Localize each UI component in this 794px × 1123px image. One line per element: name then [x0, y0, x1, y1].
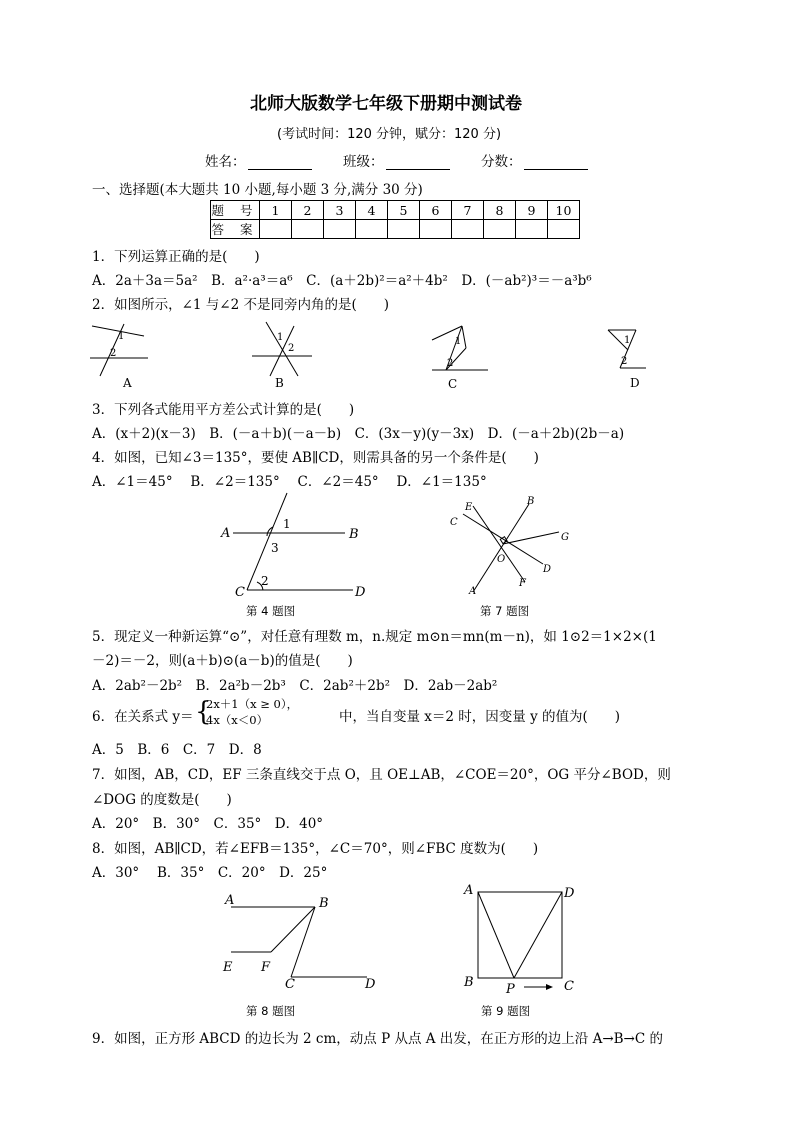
figure-7-caption: 第 7 题图	[480, 604, 530, 618]
figure-8-label-e: E	[223, 960, 233, 975]
figure-2a-angle-1: 1	[118, 331, 125, 342]
class-label: 班级：	[343, 154, 384, 170]
figure-9-label-c: C	[564, 979, 574, 994]
figure-2c-angle-2: 2	[447, 358, 454, 369]
question-8-stem: 8．如图，AB∥CD，若∠EFB＝135°，∠C＝70°，则∠FBC 度数为( )	[92, 841, 539, 857]
answer-cell[interactable]	[388, 220, 420, 239]
question-3-options: A．(x＋2)(x－3) B．(－a＋b)(－a－b) C．(3x－y)(y－3x) D．(－a＋2b)(2b－a)	[92, 426, 625, 442]
figure-4-label-d: D	[355, 585, 366, 598]
figure-2d-angle-2: 2	[621, 356, 628, 367]
answer-cell[interactable]	[324, 220, 356, 239]
figure-2d-label: D	[630, 376, 640, 390]
question-9-line-1: 9．如图，正方形 ABCD 的边长为 2 cm，动点 P 从点 A 出发，在正方形的边上沿 A→B→C 的	[92, 1031, 663, 1047]
figure-9-caption: 第 9 题图	[481, 1004, 531, 1018]
answer-cell[interactable]	[484, 220, 516, 239]
figure-4-label-a: A	[221, 526, 231, 541]
question-4-stem: 4．如图，已知∠3＝135°，要使 AB∥CD，则需具备的另一个条件是( )	[92, 450, 539, 466]
name-field	[205, 150, 312, 170]
question-4-options: A．∠1＝45° B．∠2＝135° C．∠2＝45° D．∠1＝135°	[92, 474, 487, 490]
figure-8-label-a: A	[225, 893, 235, 908]
answer-cell[interactable]	[548, 220, 580, 239]
figure-7-label-c: C	[450, 517, 458, 528]
table-cell: 9	[516, 201, 548, 220]
figure-2b-angle-1: 1	[277, 332, 284, 343]
table-cell: 6	[420, 201, 452, 220]
figure-2b-label: B	[275, 376, 284, 390]
figure-8-label-b: B	[319, 896, 329, 911]
question-2-stem: 2．如图所示，∠1 与∠2 不是同旁内角的是( )	[92, 297, 390, 313]
question-7-options: A．20° B．30° C．35° D．40°	[92, 816, 324, 832]
section-heading: 一、选择题(本大题共 10 小题,每小题 3 分,满分 30 分)	[92, 182, 423, 198]
table-cell: 7	[452, 201, 484, 220]
figure-2b-angle-2: 2	[288, 343, 295, 354]
figure-2c-angle-1: 1	[455, 336, 462, 347]
table-cell: 3	[324, 201, 356, 220]
table-cell: 4	[356, 201, 388, 220]
figure-7-label-o: O	[497, 554, 506, 565]
figure-8	[215, 890, 385, 992]
figure-4	[215, 490, 375, 598]
answer-cell[interactable]	[452, 220, 484, 239]
figure-2b	[252, 322, 312, 376]
figure-8-label-c: C	[285, 977, 295, 992]
figure-8-label-f: F	[261, 960, 271, 975]
exam-info: (考试时间：120 分钟，赋分：120 分)	[277, 127, 502, 142]
question-3-stem: 3．下列各式能用平方差公式计算的是( )	[92, 402, 355, 418]
figure-7-label-b: B	[527, 496, 535, 507]
figure-4-angle-3: 3	[271, 541, 279, 555]
class-blank	[386, 156, 450, 170]
answer-cell[interactable]	[516, 220, 548, 239]
question-7-line-2: ∠DOG 的度数是( )	[92, 792, 232, 808]
answer-cell[interactable]	[420, 220, 452, 239]
figure-7	[445, 492, 575, 596]
figure-2a-angle-2: 2	[110, 348, 117, 359]
score-blank	[524, 156, 588, 170]
name-blank	[248, 156, 312, 170]
piecewise-case-2: 4x（x＜0）	[206, 713, 269, 727]
figure-4-caption: 第 4 题图	[246, 604, 296, 618]
question-6-options: A．5 B．6 C．7 D．8	[92, 742, 262, 758]
question-5-options: A．2ab²－2b² B．2a²b－2b³ C．2ab²＋2b² D．2ab－2ab²	[92, 678, 498, 694]
figure-9-label-d: D	[564, 886, 575, 901]
figure-9-label-a: A	[464, 883, 474, 898]
figure-2d-angle-1: 1	[624, 335, 631, 346]
table-cell: 2	[292, 201, 324, 220]
table-cell: 5	[388, 201, 420, 220]
name-label: 姓名：	[205, 154, 246, 170]
figure-4-angle-2: 2	[261, 574, 269, 588]
answer-cell[interactable]	[356, 220, 388, 239]
class-field	[343, 150, 450, 170]
figure-9-label-b: B	[464, 975, 474, 990]
piecewise-case-1: 2x＋1（x ≥ 0），	[206, 697, 299, 711]
answer-table	[210, 200, 580, 239]
figure-9-label-p: P	[506, 982, 515, 997]
figure-4-label-c: C	[235, 585, 245, 598]
table-header-cell: 题 号	[211, 201, 260, 220]
question-1-options: A．2a＋3a＝5a² B．a²·a³＝a⁶ C．(a＋2b)²＝a²＋4b² D．(－ab²)³＝－a³b⁶	[92, 273, 592, 289]
question-1-stem: 1．下列运算正确的是( )	[92, 249, 260, 265]
score-label: 分数：	[481, 154, 522, 170]
question-7-line-1: 7．如图，AB，CD，EF 三条直线交于点 O，且 OE⊥AB，∠COE＝20°，OG 平分∠BOD，则	[92, 767, 671, 783]
question-5-line-2: －2)＝－2，则(a＋b)⊙(a－b)的值是( )	[92, 653, 353, 669]
table-cell: 8	[484, 201, 516, 220]
figure-7-label-a: A	[469, 586, 477, 596]
figure-4-angle-1: 1	[283, 517, 291, 531]
answer-cell[interactable]	[260, 220, 292, 239]
figure-7-label-e: E	[465, 502, 473, 513]
table-row	[211, 201, 580, 220]
table-header-cell: 答 案	[211, 220, 260, 239]
figure-7-label-f: F	[519, 578, 526, 589]
figure-2a-label: A	[123, 376, 132, 390]
figure-2c	[432, 326, 488, 370]
page-title: 北师大版数学七年级下册期中测试卷	[250, 94, 522, 114]
table-cell: 10	[548, 201, 580, 220]
piecewise-brace: {	[195, 697, 212, 727]
figure-2c-label: C	[448, 377, 458, 391]
table-row	[211, 220, 580, 239]
table-cell: 1	[260, 201, 292, 220]
question-6-suffix: 中，当自变量 x＝2 时，因变量 y 的值为( )	[339, 709, 621, 725]
figure-7-label-g: G	[561, 532, 569, 543]
figure-4-label-b: B	[349, 527, 359, 542]
question-2-figures	[80, 318, 660, 396]
answer-cell[interactable]	[292, 220, 324, 239]
score-field	[481, 150, 588, 170]
question-8-options: A．30° B．35° C．20° D．25°	[92, 865, 328, 881]
question-5-line-1: 5．现定义一种新运算“⊙”，对任意有理数 m，n.规定 m⊙n＝mn(m－n)，如 1⊙2＝1×2×(1	[92, 629, 657, 645]
question-6-prefix: 6．在关系式 y＝	[92, 709, 194, 725]
figure-9	[458, 880, 588, 998]
figure-8-caption: 第 8 题图	[246, 1004, 296, 1018]
figure-8-label-d: D	[365, 977, 376, 992]
arrow-right-icon	[546, 984, 553, 990]
figure-7-label-d: D	[543, 564, 552, 575]
